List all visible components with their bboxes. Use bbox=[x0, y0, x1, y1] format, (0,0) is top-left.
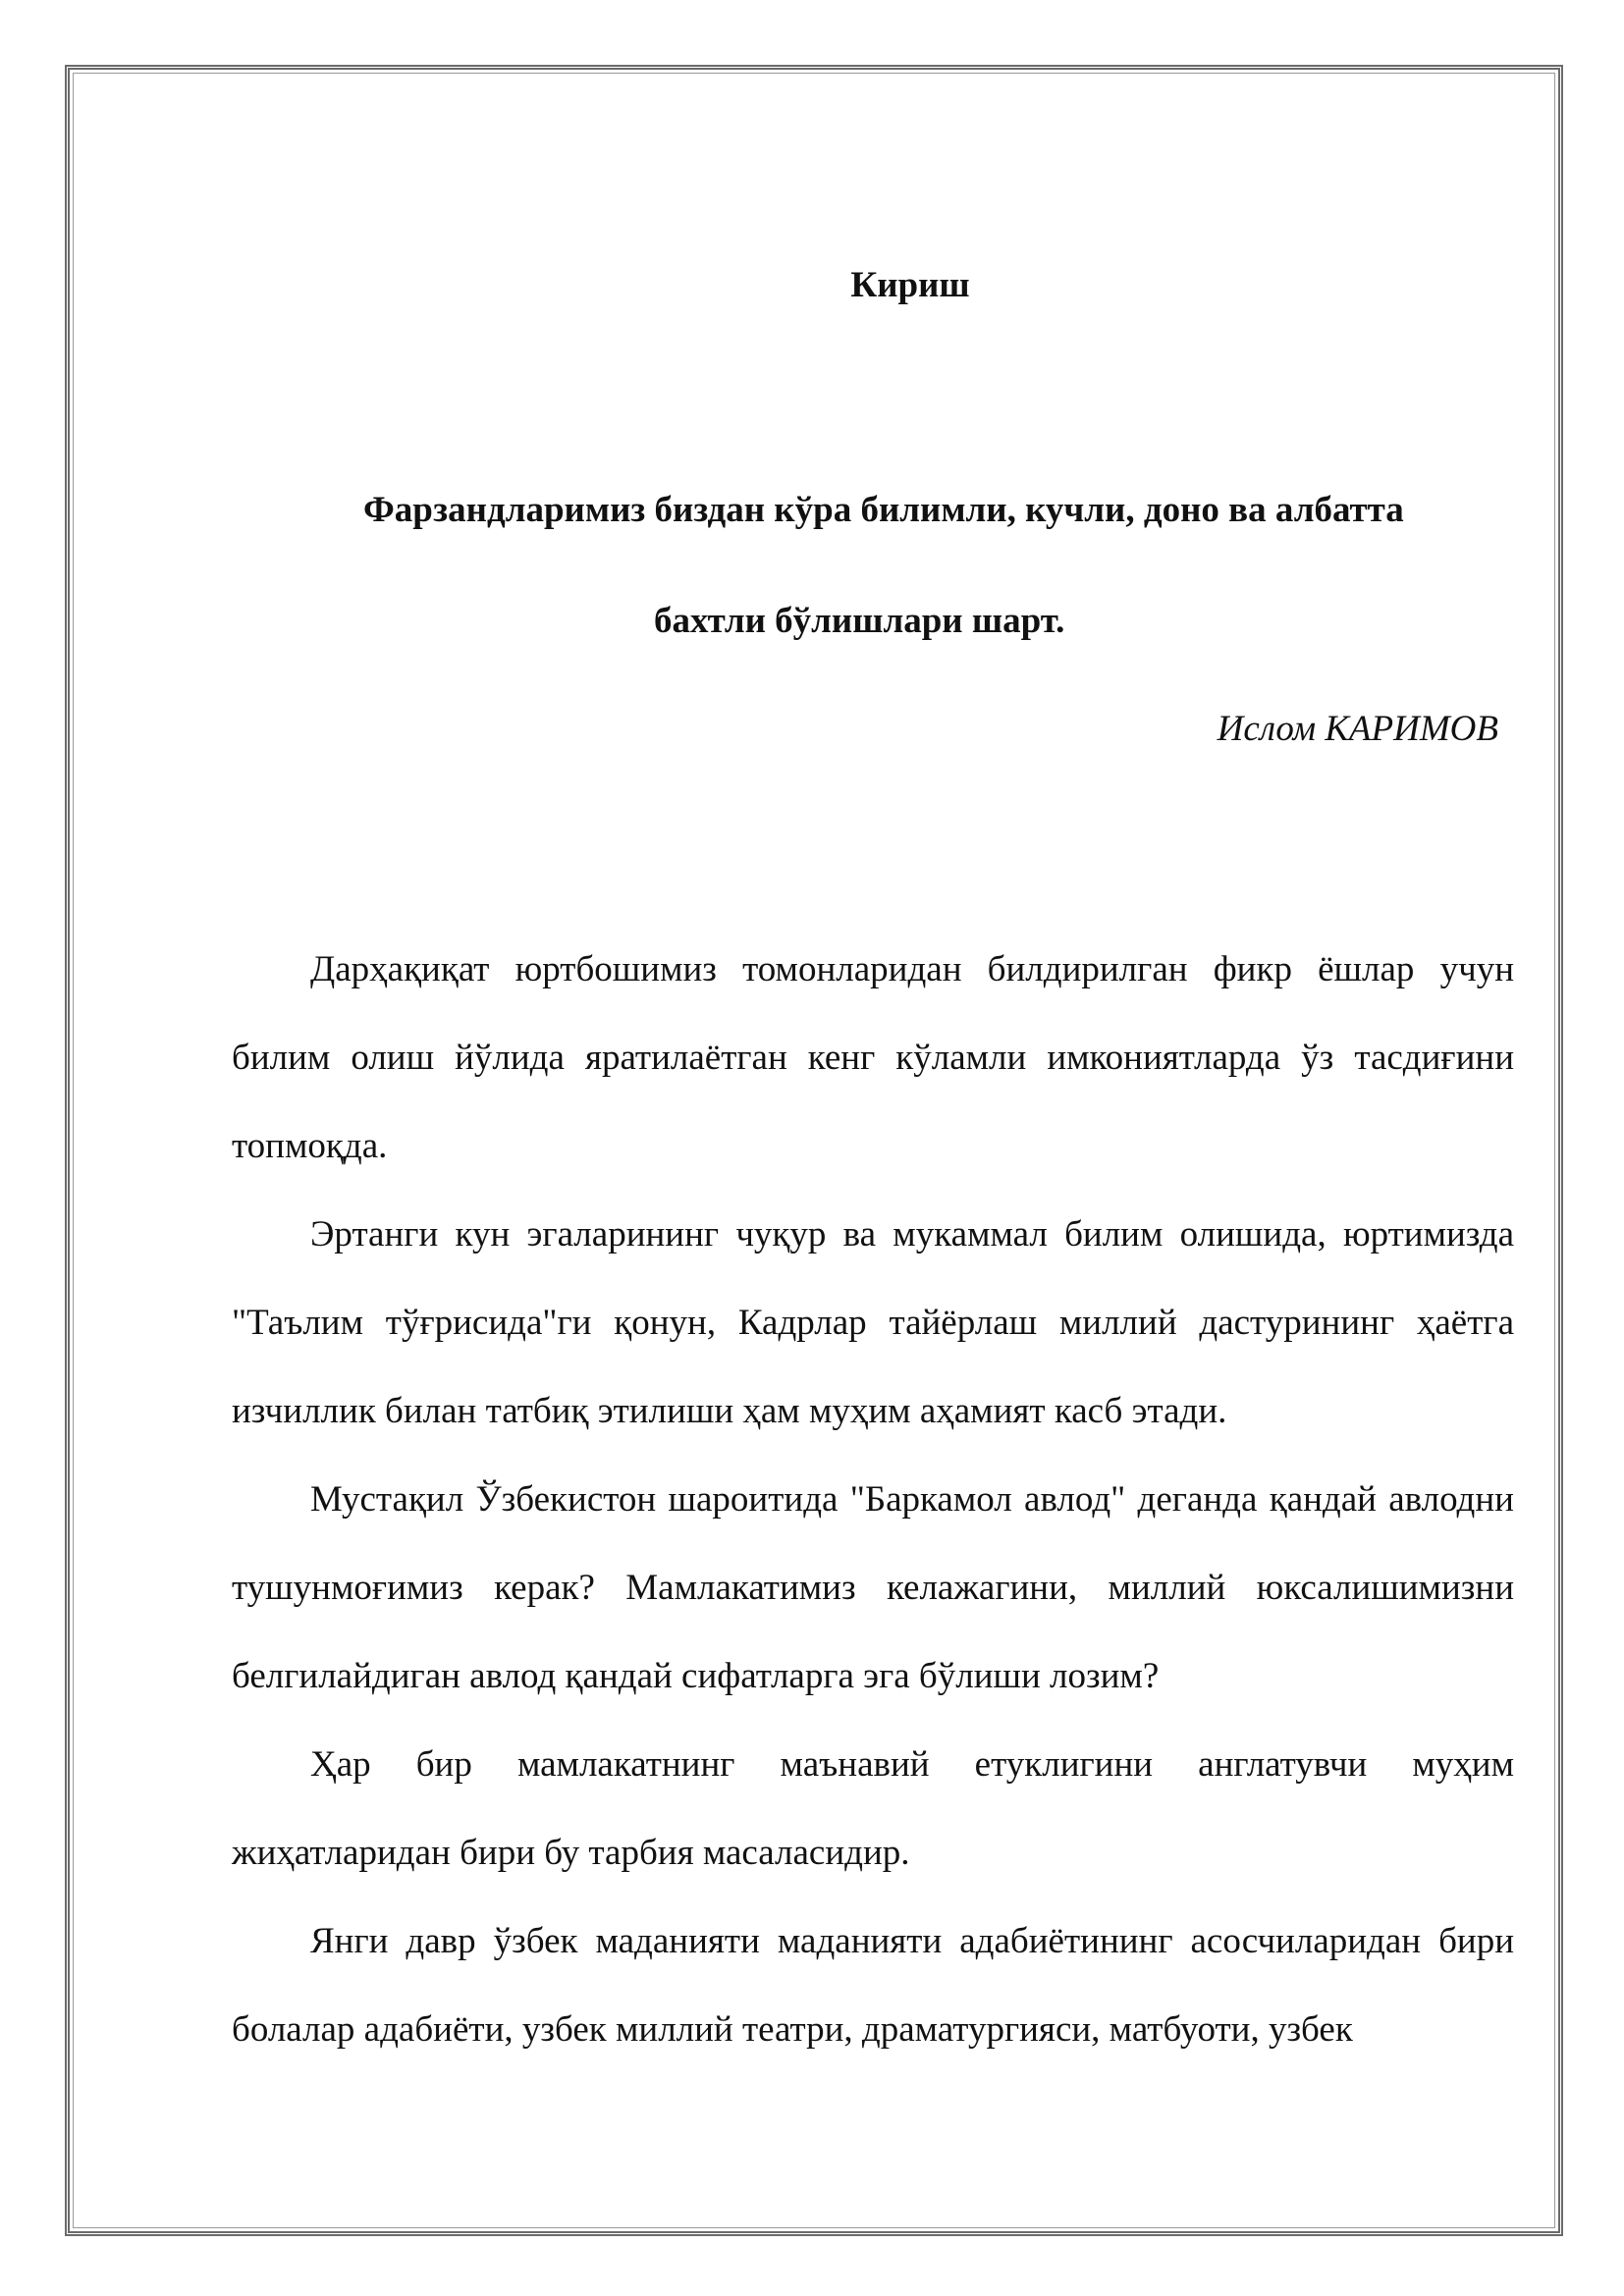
epigraph-line-2: бахтли бўлишлари шарт. bbox=[654, 601, 1065, 641]
paragraph: Дарҳақиқат юртбошимиз томонларидан билдирилган фикр ёшлар учун билим олиш йўлида яратилаётган кенг кўламли имкониятларда ўз тасдиғини топмоқда. bbox=[232, 949, 1514, 1166]
page-title-text: Кириш bbox=[850, 265, 970, 305]
paragraph: Янги давр ўзбек маданияти маданияти адабиётининг асосчиларидан бири болалар адабиёти, узбек миллий театри, драматургияси, матбуоти, узбек bbox=[232, 1921, 1514, 2050]
body-text bbox=[232, 926, 1514, 2074]
page-title bbox=[0, 263, 1624, 308]
paragraph: Эртанги кун эгаларининг чуқур ва мукаммал билим олишида, юртимизда "Таълим тўғрисида"ги қонун, Кадрлар тайёрлаш миллий дастурининг ҳаётга изчиллик билан татбиқ этилиши ҳам муҳим аҳамият касб этади. bbox=[232, 1214, 1514, 1431]
epigraph-line-1: Фарзандларимиз биздан кўра билимли, кучли, доно ва албатта bbox=[363, 490, 1404, 530]
paragraph: Ҳар бир мамлакатнинг маънавий етуклигини англатувчи муҳим жиҳатларидан бири бу тарбия масаласидир. bbox=[232, 1744, 1514, 1873]
epigraph-author: Ислом КАРИМОВ bbox=[1217, 709, 1498, 749]
paragraph: Мустақил Ўзбекистон шароитида "Баркамол авлод" деганда қандай авлодни тушунмоғимиз керак? Мамлакатимиз келажагини, миллий юксалишимизни белгилайдиган авлод қандай сифатларга эга бўлиши лозим? bbox=[232, 1479, 1514, 1696]
